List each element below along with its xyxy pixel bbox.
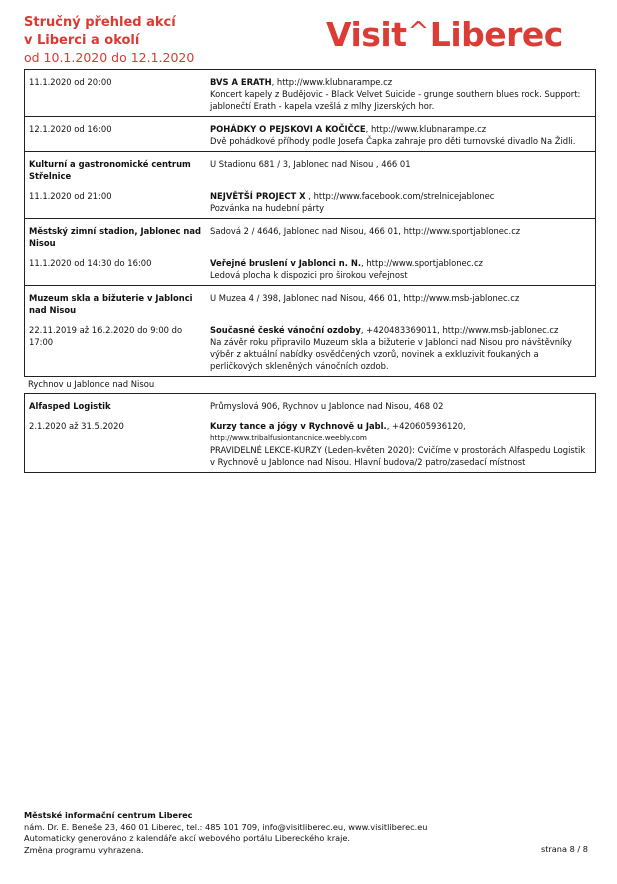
event-time: 11.1.2020 od 20:00 [29, 77, 112, 87]
event-title: Kurzy tance a jógy v Rychnově u Jabl. [210, 421, 387, 431]
event-description: PRAVIDELNÉ LEKCE-KURZY (Leden-květen 2020): Cvičíme v prostorách Alfaspedu Logistik v Rychnově u Jablonce nad Nisou. Hlavní budova/2 patro/zasedací místnost [210, 445, 586, 467]
event-url[interactable]: , http://www.klubnarampe.cz [365, 124, 487, 134]
venue-address: U Stadionu 681 / 3, Jablonec nad Nisou , 466 01 [210, 159, 411, 169]
event-url[interactable]: , +420483369011, http://www.msb-jablonec.cz [360, 325, 559, 335]
venue-name: Muzeum skla a bižuterie v Jablonci nad Nisou [29, 293, 193, 315]
event-phone: , +420605936120, [386, 421, 466, 431]
city-heading: Rychnov u Jablonce nad Nisou [28, 379, 155, 389]
report-title [24, 14, 176, 50]
venue-address: Průmyslová 906, Rychnov u Jablonce nad Nisou, 468 02 [210, 401, 444, 411]
logo-word-liberec: Liberec [429, 15, 563, 54]
report-title-line2: v Liberci a okolí [24, 33, 140, 48]
footer-auto-note: Automaticky generováno z kalendáře akcí webového portálu Libereckého kraje. [24, 833, 351, 843]
venue-name: Kulturní a gastronomické centrum Střelnice [29, 159, 191, 181]
event-time: 2.1.2020 až 31.5.2020 [29, 421, 124, 431]
events-table-rychnov [24, 393, 596, 473]
footer-change-note: Změna programu vyhrazena. [24, 844, 144, 855]
footer-address: nám. Dr. E. Beneše 23, 460 01 Liberec, tel.: 485 101 709, info@visitliberec.eu, www.visitliberec.eu [24, 821, 428, 832]
event-title: NEJVĚTŠÍ PROJECT X [210, 191, 306, 201]
event-description: Dvě pohádkové příhody podle Josefa Čapka zahraje pro děti turnovské divadlo Na Židli. [210, 136, 576, 146]
venue-block [25, 219, 596, 286]
event-row [25, 117, 596, 152]
page-number: strana 8 / 8 [540, 844, 588, 854]
logo-word-visit: Visit [326, 15, 407, 54]
venue-address: Sadová 2 / 4646, Jablonec nad Nisou, 466 01, http://www.sportjablonec.cz [210, 226, 521, 236]
report-date-range: od 10.1.2020 do 12.1.2020 [24, 50, 195, 65]
visit-liberec-logo [326, 12, 598, 52]
event-description: Koncert kapely z Budějovic - Black Velvet Suicide - grunge southern blues rock. Support: jablonečtí Erath - kapela vzešlá z mlhy Jizerských hor. [210, 89, 581, 111]
event-time: 11.1.2020 od 14:30 do 16:00 [29, 258, 152, 268]
venue-name: Alfasped Logistik [29, 401, 111, 411]
event-description: Na závěr roku připravilo Muzeum skla a bižuterie v Jablonci nad Nisou pro návštěvníky výběr z aktuální nabídky osvědčených vzorů, novinek a exkluzivit foukaných a perličkových skleněných vánočních ozdob. [210, 337, 572, 371]
event-description: Ledová plocha k dispozici pro širokou veřejnost [210, 270, 408, 280]
venue-block [25, 286, 596, 377]
event-time: 12.1.2020 od 16:00 [29, 124, 112, 134]
event-description: Pozvánka na hudební párty [210, 203, 325, 213]
report-title-line1: Stručný přehled akcí [24, 15, 176, 30]
event-time: 11.1.2020 od 21:00 [29, 191, 112, 201]
event-title: Veřejné bruslení v Jablonci n. N. [210, 258, 362, 268]
page-footer [24, 810, 596, 856]
event-title: Současné české vánoční ozdoby [210, 325, 361, 335]
event-url[interactable]: , http://www.klubnarampe.cz [271, 77, 393, 87]
event-url[interactable]: , http://www.facebook.com/strelnicejablonec [305, 191, 495, 201]
venue-block [25, 152, 596, 219]
venue-block [25, 394, 596, 473]
events-table [24, 69, 596, 377]
event-url[interactable]: http://www.tribalfusiontancnice.weebly.com [210, 433, 367, 442]
event-url[interactable]: , http://www.sportjablonec.cz [361, 258, 483, 268]
event-title: BVS A ERATH [210, 77, 272, 87]
event-row [25, 70, 596, 117]
footer-org: Městské informační centrum Liberec [24, 810, 193, 820]
logo-caret: ^ [407, 17, 429, 47]
venue-name: Městský zimní stadion, Jablonec nad Nisou [29, 226, 201, 248]
venue-address: U Muzea 4 / 398, Jablonec nad Nisou, 466 01, http://www.msb-jablonec.cz [210, 293, 520, 303]
event-time: 22.11.2019 až 16.2.2020 do 9:00 do 17:00 [29, 325, 183, 347]
event-title: POHÁDKY O PEJSKOVI A KOČIČCE [210, 124, 366, 134]
